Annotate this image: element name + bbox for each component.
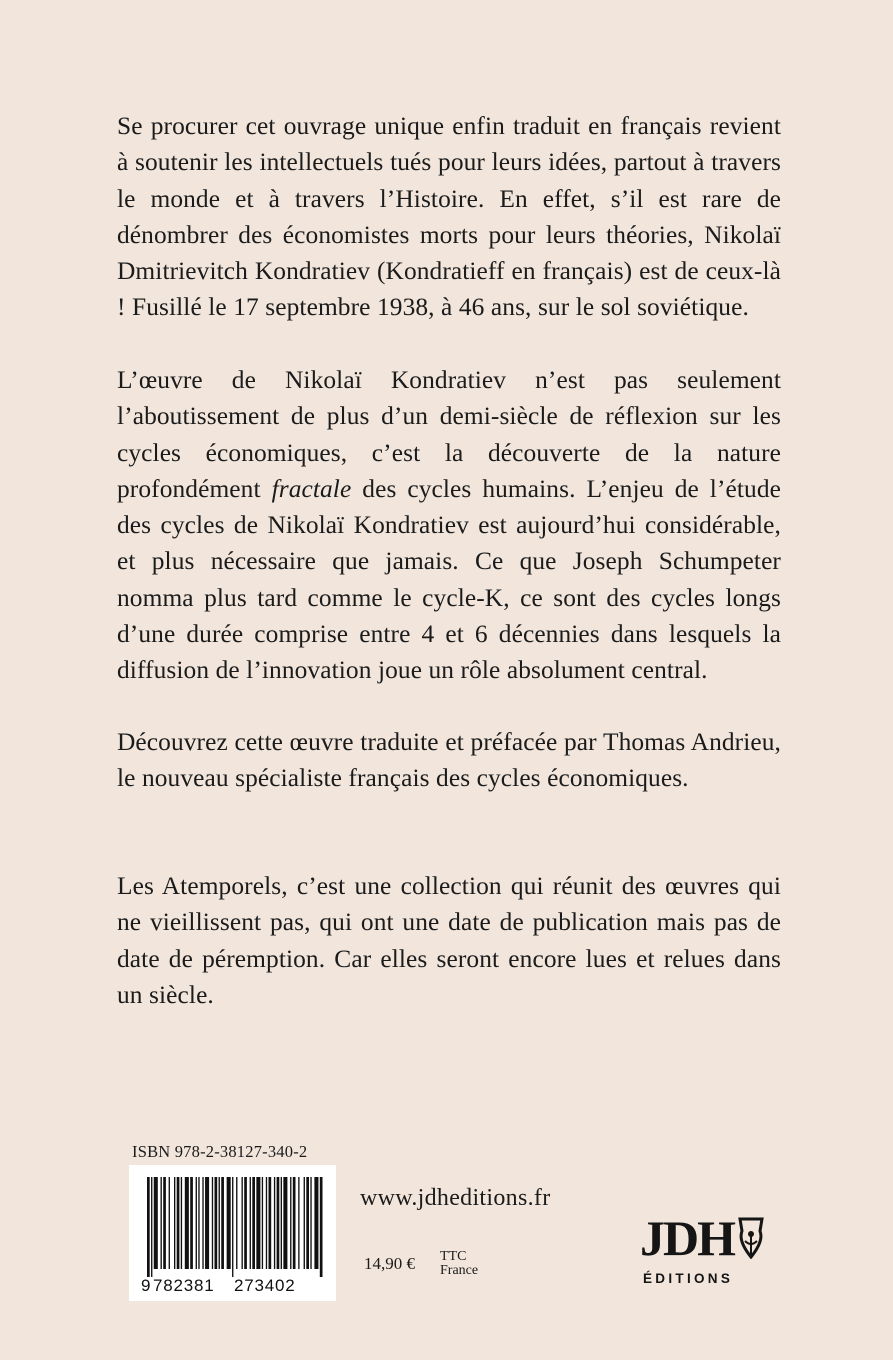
- price-tax-info: [440, 1250, 478, 1278]
- barcode-bar: [306, 1177, 309, 1269]
- fountain-pen-nib-icon: [736, 1217, 766, 1259]
- barcode-bar: [163, 1177, 166, 1269]
- barcode-bar: [290, 1177, 291, 1269]
- barcode-bar: [277, 1177, 280, 1269]
- barcode-bar: [304, 1177, 305, 1269]
- barcode-bar: [262, 1177, 263, 1269]
- barcode-bar: [227, 1177, 231, 1269]
- description-paragraph-3: Découvrez cette œuvre traduite et préfacée par Thomas Andrieu, le nouveau spécialiste français des cycles économiques.: [117, 728, 781, 793]
- publisher-logo-text: JDH: [640, 1210, 734, 1266]
- barcode-bar: [202, 1177, 203, 1269]
- barcode-bar: [298, 1177, 299, 1269]
- barcode-bar: [154, 1177, 158, 1269]
- barcode-digits-right: 273402: [234, 1276, 296, 1295]
- description-paragraph-1: Se procurer cet ouvrage unique enfin traduit en français revient à soutenir les intellectuels tués pour leurs idées, partout à travers le monde et à travers l’Histoire. En effet, s’il est rare de dénombrer des économistes morts pour leurs théories, Nikolaï Dmitrievitch Kondratiev (Kondratieff en français) est de ceux-là ! Fusillé le 17 septembre 1938, à 46 ans, sur le sol soviétique.: [117, 112, 781, 322]
- barcode-bar: [147, 1177, 150, 1277]
- barcode-bar: [196, 1177, 197, 1269]
- barcode-bar: [169, 1177, 170, 1269]
- barcode-bar: [283, 1177, 287, 1269]
- barcode-bar: [242, 1177, 243, 1269]
- description-paragraph-2: [117, 362, 781, 689]
- isbn-label: ISBN 978-2-38127-340-2: [132, 1142, 308, 1161]
- barcode-bar: [174, 1177, 175, 1269]
- paragraph-2-part-2: des cycles humains. L’enjeu de l’étude des cycles de Nikolaï Kondratiev est aujourd’hui considérable, et plus nécessaire que jamais. Ce que Joseph Schumpeter nomma plus tard comme le cycle-K, ce sont des cycles longs d’une durée comprise entre 4 et 6 décennies dans lesquels la diffusion de l’innovation joue un rôle absolument central.: [117, 474, 781, 685]
- barcode-bar: [244, 1177, 247, 1269]
- barcode-bar: [185, 1177, 189, 1269]
- barcode-bar: [151, 1177, 152, 1277]
- paragraph-2-part-1: L’œuvre de Nikolaï Kondratiev n’est pas seulement l’aboutissement de plus d’un demi-siècle de réflexion sur les cycles économiques, c’est la découverte de la nature profondément: [117, 366, 781, 503]
- italic-word-fractale: fractale: [271, 474, 352, 503]
- barcode-bar: [221, 1177, 224, 1269]
- barcode: [129, 1165, 336, 1301]
- barcode-bar: [250, 1177, 251, 1269]
- barcode-bar: [205, 1177, 209, 1269]
- barcode-bar: [293, 1177, 296, 1269]
- barcode-bar: [314, 1177, 318, 1269]
- price-amount: 14,90 €: [364, 1254, 415, 1273]
- barcode-bar: [198, 1177, 199, 1269]
- barcode-digits-left: 782381: [153, 1276, 215, 1295]
- barcode-bar: [177, 1177, 180, 1269]
- barcode-bar: [181, 1177, 182, 1269]
- barcode-bar: [215, 1177, 218, 1269]
- barcode-graphic: [129, 1165, 336, 1301]
- barcode-bar: [310, 1177, 311, 1269]
- barcode-bar: [252, 1177, 255, 1269]
- price-country: France: [440, 1263, 479, 1278]
- barcode-bar: [274, 1177, 275, 1269]
- barcode-bar: [190, 1177, 193, 1269]
- price-tax-label: TTC: [440, 1249, 467, 1264]
- publisher-logo: [640, 1210, 772, 1293]
- publisher-logo-subtitle: ÉDITIONS: [643, 1271, 734, 1286]
- barcode-bar: [256, 1177, 260, 1269]
- barcode-bar: [236, 1177, 237, 1269]
- barcode-bar: [212, 1177, 213, 1269]
- barcode-bar: [161, 1177, 162, 1269]
- barcode-bar: [269, 1177, 272, 1269]
- collection-paragraph: Les Atemporels, c’est une collection qui réunit des œuvres qui ne vieillissent pas, qui ont une date de publication mais pas de date de péremption. Car elles seront encore lues et relues dans un siècle.: [117, 872, 781, 1009]
- barcode-digit-lead: 9: [141, 1276, 151, 1295]
- barcode-bar: [320, 1177, 323, 1277]
- barcode-bar: [281, 1177, 282, 1269]
- website-url: www.jdheditions.fr: [360, 1185, 551, 1211]
- barcode-bar: [266, 1177, 267, 1269]
- barcode-bar: [232, 1177, 233, 1277]
- barcode-bar: [219, 1177, 220, 1269]
